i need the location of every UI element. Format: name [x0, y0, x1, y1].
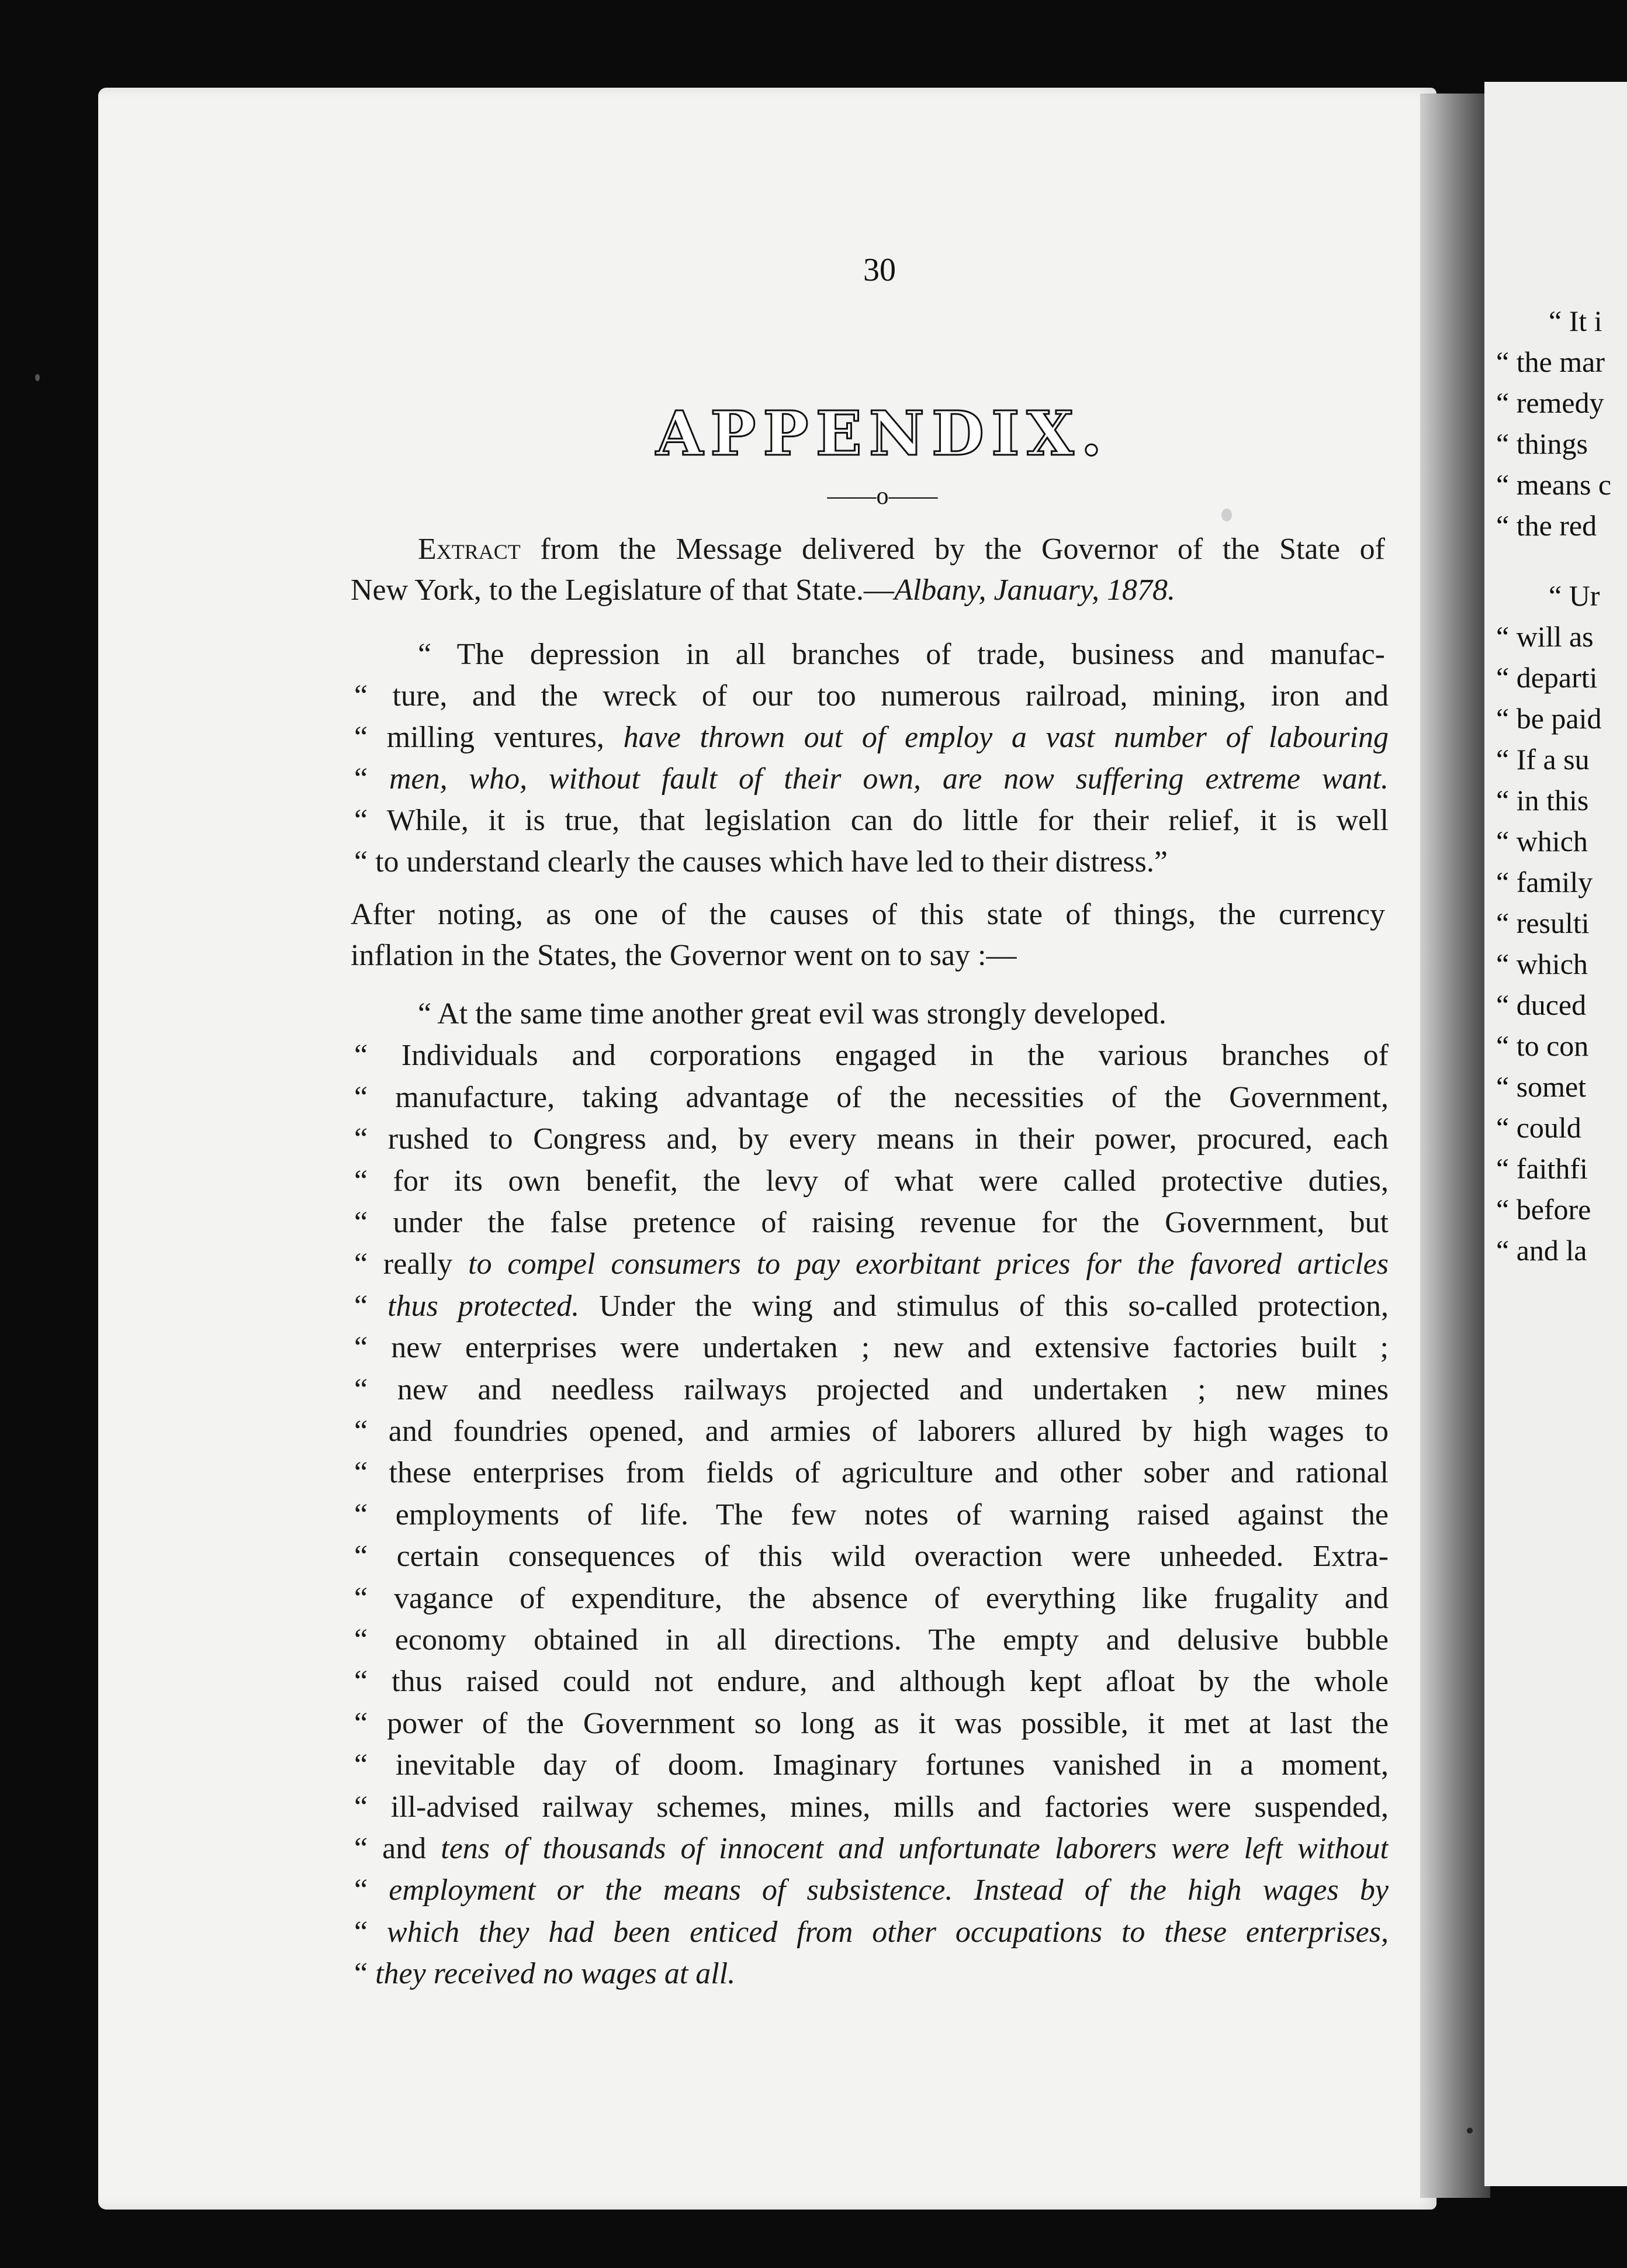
facing-page-line: “ family [1496, 866, 1593, 898]
book-gutter [1420, 94, 1490, 2198]
facing-page-line: “ departi [1496, 661, 1598, 694]
quote1-line: “ While, it is true, that legislation can do little for their relief, it is well [354, 804, 1389, 837]
text: “ [354, 1289, 388, 1323]
quote2-line [354, 1956, 1389, 1992]
facing-page-line: “ before [1496, 1193, 1591, 1226]
quote2-line: “ At the same time another great evil was strongly developed. [418, 997, 1166, 1031]
quote2-line: “ power of the Government so long as it was possible, it met at last the [354, 1706, 1389, 1740]
quote2-line: “ new enterprises were undertaken ; new and extensive factories built ; [354, 1331, 1389, 1365]
facing-page-line: “ to con [1496, 1029, 1589, 1062]
italic-text: have thrown out of employ a vast number of labouring [623, 721, 1389, 754]
intro-lead: Extract [418, 533, 521, 566]
facing-page-line: “ things [1496, 427, 1588, 460]
intro-text: New York, to the Legislature of that State.— [351, 573, 895, 607]
text: “ [354, 1957, 376, 1991]
facing-page-line: “ which [1496, 948, 1588, 980]
text: “ [354, 762, 389, 796]
facing-page-line: “ resulti [1496, 907, 1590, 939]
facing-page-line: “ If a su [1496, 743, 1590, 776]
italic-text: they received no wages at all. [375, 1957, 736, 1991]
quote2-line: “ ill-advised railway schemes, mines, mills and factories were suspended, [354, 1790, 1389, 1824]
quote2-line: “ under the false pretence of raising revenue for the Government, but [354, 1206, 1389, 1239]
italic-text: which they had been enticed from other occupations to these enterprises, [386, 1915, 1389, 1949]
quote1-line: “ ture, and the wreck of our too numerous railroad, mining, iron and [354, 679, 1389, 713]
facing-page-line: “ will as [1496, 620, 1594, 653]
facing-page-line: “ It i [1549, 305, 1602, 337]
quote2-line [354, 1289, 1389, 1324]
intro-dateline: Albany, January, 1878. [894, 573, 1176, 607]
quote2-line: “ certain consequences of this wild overaction were unheeded. Extra- [354, 1540, 1389, 1574]
intro-text: from the Message delivered by the Governor of the State of [520, 533, 1385, 566]
intro-line-2 [351, 573, 1385, 608]
facing-page-line: “ somet [1496, 1070, 1587, 1103]
quote2-line: “ new and needless railways projected and undertaken ; new mines [354, 1372, 1389, 1406]
scan-speck [1467, 2128, 1473, 2134]
facing-page-line: “ the red [1496, 509, 1597, 542]
facing-page-line: “ and la [1496, 1234, 1587, 1267]
text: “ [354, 1873, 389, 1907]
quote1-line: “ to understand clearly the causes which have led to their distress.” [354, 845, 1168, 879]
quote2-line: “ and foundries opened, and armies of laborers allured by high wages to [354, 1415, 1389, 1448]
italic-text: to compel consumers to pay exorbitant prices for the favored articles [468, 1247, 1389, 1281]
facing-page-line: “ duced [1496, 988, 1587, 1021]
title-divider: ——o—— [827, 483, 938, 510]
bridge-line: After noting, as one of the causes of this state of things, the currency [351, 898, 1385, 931]
quote2-line: “ rushed to Congress and, by every means in their power, procured, each [354, 1122, 1389, 1156]
italic-text: thus protected. [387, 1289, 580, 1323]
quote2-line [354, 1831, 1389, 1866]
quote2-line: “ inevitable day of doom. Imaginary fortunes vanished in a moment, [354, 1748, 1389, 1782]
scan-speck [35, 374, 40, 381]
facing-page-line: “ faithfi [1496, 1152, 1588, 1185]
intro-line-1 [418, 532, 1385, 567]
page-number: 30 [863, 252, 896, 288]
quote2-line: “ these enterprises from fields of agriculture and other sober and rational [354, 1456, 1389, 1490]
facing-page-line: “ be paid [1496, 702, 1602, 735]
quote2-line [354, 1873, 1389, 1908]
quote2-line: “ economy obtained in all directions. The empty and delusive bubble [354, 1623, 1389, 1657]
quote2-line [354, 1915, 1389, 1950]
text: Under the wing and stimulus of this so-called protection, [579, 1289, 1389, 1323]
italic-text: employment or the means of subsistence. Instead of the high wages by [389, 1873, 1389, 1907]
scan-speck [1221, 509, 1232, 521]
facing-page-line: “ the mar [1496, 345, 1605, 378]
italic-text: tens of thousands of innocent and unfortunate laborers were left without [441, 1832, 1389, 1865]
facing-page-line: “ means c [1496, 468, 1612, 501]
quote2-line: “ thus raised could not endure, and although kept afloat by the whole [354, 1665, 1389, 1699]
facing-page-line: “ which [1496, 825, 1588, 858]
quote2-line: “ manufacture, taking advantage of the necessities of the Government, [354, 1080, 1389, 1114]
text: “ and [354, 1832, 441, 1865]
text: “ [354, 1915, 387, 1949]
text: “ milling ventures, [354, 721, 624, 754]
italic-text: men, who, without fault of their own, are now suffering extreme want. [389, 762, 1389, 796]
quote2-line: “ Individuals and corporations engaged in the various branches of [354, 1039, 1389, 1073]
quote2-line [354, 1247, 1389, 1282]
quote2-line: “ employments of life. The few notes of warning raised against the [354, 1498, 1389, 1531]
facing-page-line: “ in this [1496, 784, 1589, 817]
page-title: APPENDIX. [656, 397, 1109, 469]
quote2-line: “ vagance of expenditure, the absence of everything like frugality and [354, 1581, 1389, 1615]
text: “ really [354, 1247, 469, 1281]
facing-page-line: “ Ur [1549, 579, 1600, 612]
facing-page-line: “ could [1496, 1111, 1581, 1144]
quote1-line: “ The depression in all branches of trade, business and manufac- [418, 638, 1385, 671]
quote2-line: “ for its own benefit, the levy of what were called protective duties, [354, 1164, 1389, 1198]
bridge-line: inflation in the States, the Governor went on to say :— [351, 939, 1017, 972]
quote1-line [354, 762, 1389, 797]
quote1-line [354, 720, 1389, 755]
facing-page-line: “ remedy [1496, 386, 1604, 419]
